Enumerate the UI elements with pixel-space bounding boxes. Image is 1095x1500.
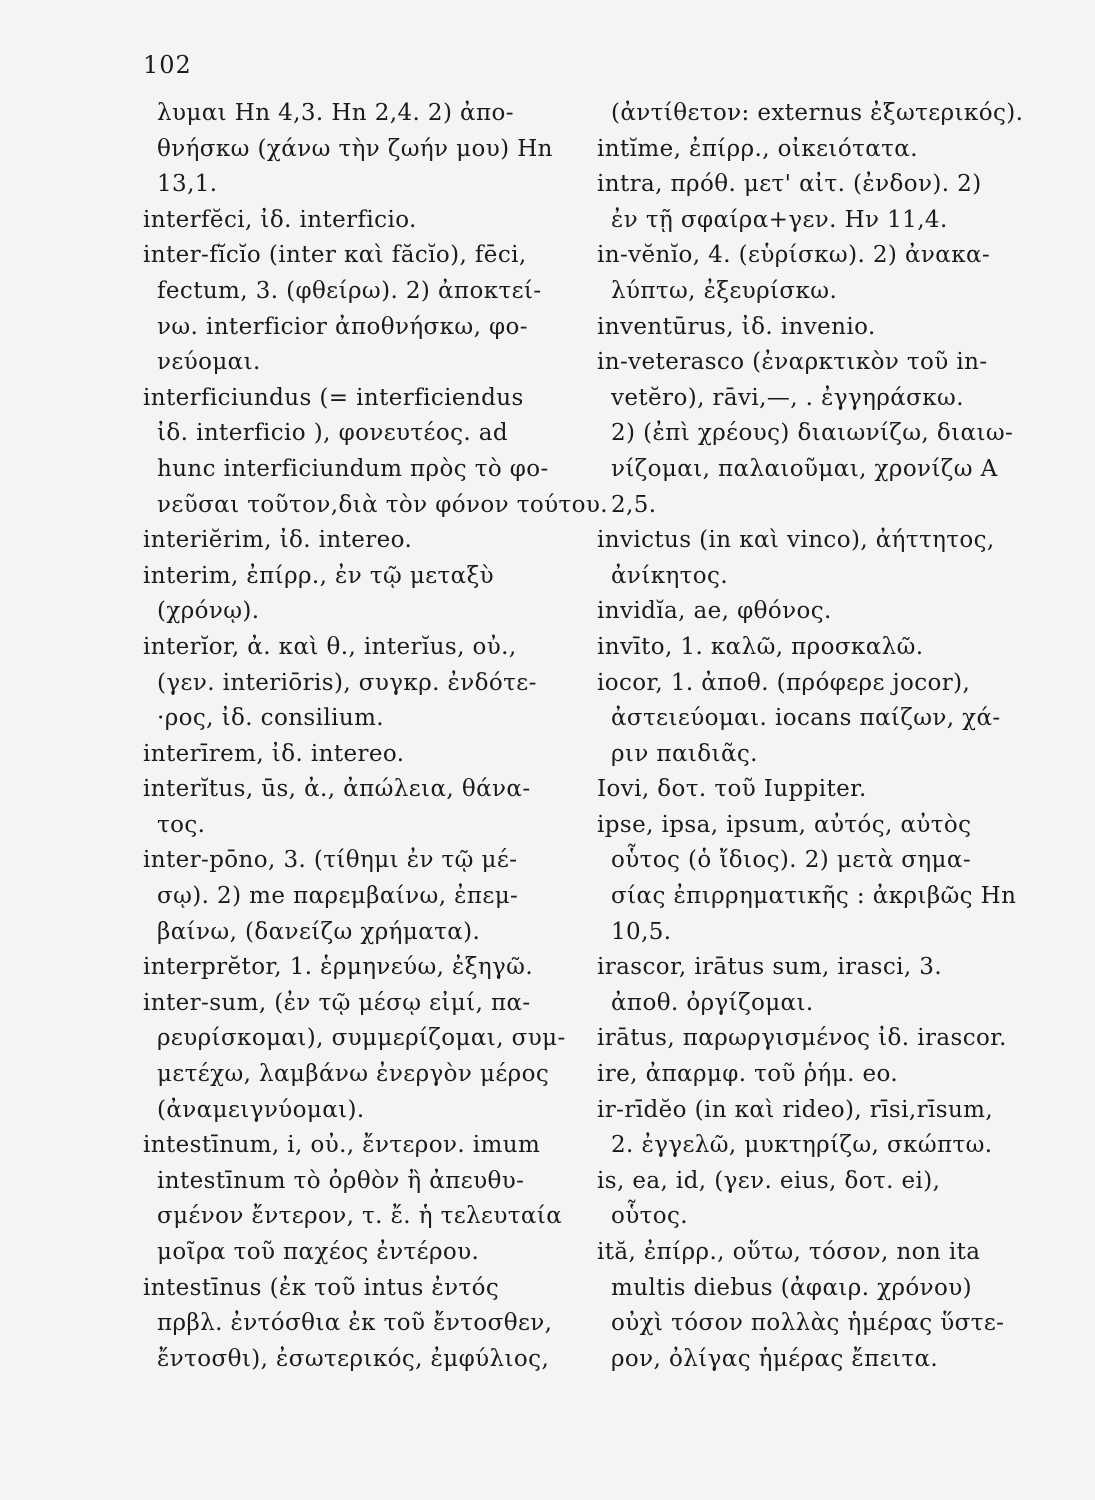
dictionary-line: interim, ἐπίρρ., ἐν τῷ μεταξὺ <box>143 562 495 589</box>
dictionary-line: οὗτος. <box>611 1203 688 1230</box>
dictionary-line: multis diebus (ἀφαιρ. χρόνου) <box>611 1274 973 1301</box>
dictionary-line: irātus, παρωργισμένος ἰδ. irascor. <box>597 1025 1007 1052</box>
dictionary-line: νεῦσαι τοῦτον,διὰ τὸν φόνον τούτου. <box>157 491 608 518</box>
dictionary-line: invictus (in καὶ vinco), ἀήττητος, <box>597 527 995 554</box>
dictionary-line: vetĕro), rāvi,—, . ἐγγηράσκω. <box>611 384 964 411</box>
dictionary-line: βαίνω, (δανείζω χρήματα). <box>157 918 481 945</box>
dictionary-line: λυμαι Hn 4,3. Hn 2,4. 2) ἀπο- <box>157 100 514 126</box>
dictionary-line: νω. interficior ἀποθνήσκω, φο- <box>157 313 528 340</box>
dictionary-line: νίζομαι, παλαιοῦμαι, χρονίζω A <box>611 455 998 482</box>
right-column <box>597 96 1037 1377</box>
dictionary-line: οὗτος (ὁ ἴδιος). 2) μετὰ σημα- <box>611 847 972 874</box>
dictionary-line: inter-pōno, 3. (τίθημι ἐν τῷ μέ- <box>143 847 518 874</box>
dictionary-line: Iovi, δοτ. τοῦ Iuppiter. <box>597 776 867 803</box>
dictionary-line: νεύομαι. <box>157 349 261 376</box>
dictionary-line: ἰδ. interficio ), φονευτέος. ad <box>157 420 509 447</box>
dictionary-line: invīto, 1. καλῶ, προσκαλῶ. <box>597 633 924 660</box>
dictionary-line: intestīnum, i, οὐ., ἔντερον. imum <box>143 1132 541 1159</box>
dictionary-line: ἀστειεύομαι. iocans παίζων, χά- <box>611 705 1001 732</box>
dictionary-line: inter-sum, (ἐν τῷ μέσῳ εἰμί, πα- <box>143 989 531 1016</box>
dictionary-line: ·ρος, ἰδ. consilium. <box>157 705 385 732</box>
dictionary-line: iocor, 1. ἀποθ. (πρόφερε jocor), <box>597 669 971 696</box>
dictionary-line: ipse, ipsa, ipsum, αὐτός, αὐτὸς <box>597 811 972 838</box>
dictionary-line: interiĕrim, ἰδ. intereo. <box>143 527 413 554</box>
dictionary-line: ită, ἐπίρρ., οὕτω, τόσον, non ita <box>597 1239 981 1265</box>
dictionary-line: (ἀναμειγνύομαι). <box>157 1096 365 1123</box>
dictionary-line: ἐν τῇ σφαίρα+γεν. Hν 11,4. <box>611 206 948 233</box>
dictionary-line: in-vĕnĭo, 4. (εὑρίσκω). 2) ἀνακα- <box>597 242 991 269</box>
dictionary-line: irascor, irātus sum, irasci, 3. <box>597 954 943 981</box>
dictionary-line: 13,1. <box>157 171 218 198</box>
dictionary-line: interfĕci, ἰδ. interficio. <box>143 206 417 233</box>
dictionary-line: (ἀντίθετον: externus ἐξωτερικός). <box>611 100 1024 126</box>
dictionary-line: τος. <box>157 811 206 838</box>
dictionary-line: hunc interficiundum πρὸς τὸ φο- <box>157 455 549 482</box>
dictionary-line: ἔντοσθι), ἐσωτερικός, ἐμφύλιος, <box>157 1345 550 1372</box>
dictionary-line: ire, ἀπαρμφ. τοῦ ῥήμ. eo. <box>597 1061 899 1088</box>
dictionary-line: οὐχὶ τόσον πολλὰς ἡμέρας ὕστε- <box>611 1310 1005 1337</box>
dictionary-line: ριν παιδιᾶς. <box>611 740 758 767</box>
dictionary-line: ir-rīdĕo (in καὶ rideo), rīsi,rīsum, <box>597 1096 994 1123</box>
dictionary-line: λύπτω, ἐξευρίσκω. <box>611 277 838 304</box>
dictionary-line: πρβλ. ἐντόσθια ἐκ τοῦ ἔντοσθεν, <box>157 1310 553 1337</box>
dictionary-line: ρον, ὀλίγας ἡμέρας ἔπειτα. <box>611 1345 939 1372</box>
dictionary-line: 2,5. <box>611 491 657 518</box>
dictionary-line: 2) (ἐπὶ χρέους) διαιωνίζω, διαιω- <box>611 420 1014 447</box>
dictionary-line: intestīnum τὸ ὀρθὸν ἢ ἀπευθυ- <box>157 1167 525 1194</box>
dictionary-line: invidĭa, ae, φθόνος. <box>597 598 832 625</box>
dictionary-line: in-veterasco (ἐναρκτικὸν τοῦ in- <box>597 349 988 376</box>
dictionary-line: interīrem, ἰδ. intereo. <box>143 740 405 767</box>
dictionary-line: interficiundus (= interficiendus <box>143 384 524 411</box>
dictionary-line: inventūrus, ἰδ. invenio. <box>597 313 876 340</box>
page-number: 102 <box>143 51 192 79</box>
dictionary-line: interĭor, ἀ. καὶ θ., interĭus, οὐ., <box>143 633 517 660</box>
dictionary-line: 2. ἐγγελῶ, μυκτηρίζω, σκώπτω. <box>611 1132 993 1159</box>
dictionary-line: (γεν. interiōris), συγκρ. ἐνδότε- <box>157 669 537 696</box>
dictionary-line: interprĕtor, 1. ἑρμηνεύω, ἐξηγῶ. <box>143 954 534 981</box>
dictionary-line: ἀποθ. ὀργίζομαι. <box>611 989 814 1016</box>
dictionary-line: 10,5. <box>611 918 672 945</box>
dictionary-line: interĭtus, ūs, ἀ., ἀπώλεια, θάνα- <box>143 776 531 803</box>
dictionary-line: fectum, 3. (φθείρω). 2) ἀποκτεί- <box>157 277 542 304</box>
dictionary-line: σίας ἐπιρρηματικῆς : ἀκριβῶς Hn <box>611 883 1017 910</box>
dictionary-line: σμένον ἔντερον, τ. ἔ. ἡ τελευταία <box>157 1203 563 1230</box>
dictionary-line: ἀνίκητος. <box>611 562 729 589</box>
left-column <box>143 96 608 1377</box>
dictionary-line: θνήσκω (χάνω τὴν ζωήν μου) Hn <box>157 135 553 162</box>
dictionary-line: ρευρίσκομαι), συμμερίζομαι, συμ- <box>157 1025 566 1052</box>
dictionary-line: (χρόνῳ). <box>157 598 260 625</box>
dictionary-line: intra, πρόθ. μετ' αἰτ. (ἐνδον). 2) <box>597 171 982 198</box>
dictionary-line: is, ea, id, (γεν. eius, δοτ. ei), <box>597 1167 941 1194</box>
dictionary-line: intĭme, ἐπίρρ., οἰκειότατα. <box>597 135 918 162</box>
dictionary-line: μοῖρα τοῦ παχέος ἐντέρου. <box>157 1239 480 1265</box>
dictionary-line: intestīnus (ἐκ τοῦ intus ἐντός <box>143 1274 500 1301</box>
dictionary-line: μετέχω, λαμβάνω ἐνεργὸν μέρος <box>157 1061 550 1088</box>
dictionary-line: inter-fĭcĭo (inter καὶ făcĭo), fēci, <box>143 242 527 269</box>
dictionary-line: σῳ). 2) me παρεμβαίνω, ἐπεμ- <box>157 883 519 910</box>
